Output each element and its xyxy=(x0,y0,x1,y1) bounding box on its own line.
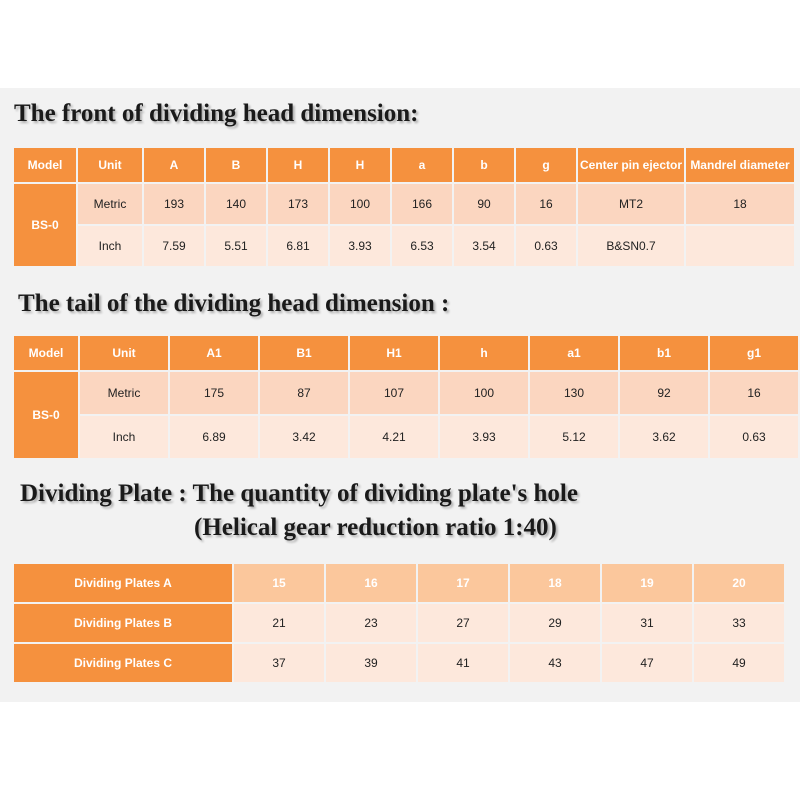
mandrel-cell: 18 xyxy=(686,184,794,224)
plate-value-cell: 39 xyxy=(326,644,416,682)
unit-cell: Inch xyxy=(78,226,142,266)
value-cell: 6.81 xyxy=(268,226,328,266)
value-cell: 4.21 xyxy=(350,416,438,458)
plate-value-cell: 18 xyxy=(510,564,600,602)
value-cell: 6.53 xyxy=(392,226,452,266)
plate-value-cell: 41 xyxy=(418,644,508,682)
plate-value-cell: 37 xyxy=(234,644,324,682)
unit-cell: Metric xyxy=(78,184,142,224)
model-cell: BS-0 xyxy=(14,372,78,458)
plate-value-cell: 15 xyxy=(234,564,324,602)
plate-value-cell: 47 xyxy=(602,644,692,682)
header-cell: Unit xyxy=(78,148,142,182)
table-row xyxy=(14,564,784,602)
dividing-plate-table xyxy=(12,562,786,684)
value-cell: 3.93 xyxy=(330,226,390,266)
value-cell: 173 xyxy=(268,184,328,224)
value-cell: 107 xyxy=(350,372,438,414)
value-cell: 87 xyxy=(260,372,348,414)
header-cell: H1 xyxy=(350,336,438,370)
plate-value-cell: 23 xyxy=(326,604,416,642)
value-cell: 3.62 xyxy=(620,416,708,458)
plate-label-cell: Dividing Plates B xyxy=(14,604,232,642)
table-row xyxy=(14,184,794,224)
table-row xyxy=(14,372,798,414)
value-cell: 5.51 xyxy=(206,226,266,266)
table-row xyxy=(14,226,794,266)
front-header-row xyxy=(14,148,794,182)
plate-value-cell: 29 xyxy=(510,604,600,642)
value-cell: 90 xyxy=(454,184,514,224)
value-cell: 92 xyxy=(620,372,708,414)
plate-value-cell: 21 xyxy=(234,604,324,642)
plate-value-cell: 19 xyxy=(602,564,692,602)
plate-label-cell: Dividing Plates A xyxy=(14,564,232,602)
header-cell: B xyxy=(206,148,266,182)
plate-value-cell: 33 xyxy=(694,604,784,642)
value-cell: 0.63 xyxy=(516,226,576,266)
value-cell: 0.63 xyxy=(710,416,798,458)
table-row xyxy=(14,604,784,642)
value-cell: 7.59 xyxy=(144,226,204,266)
header-cell: a1 xyxy=(530,336,618,370)
front-dimension-table xyxy=(12,146,796,268)
plate-value-cell: 20 xyxy=(694,564,784,602)
value-cell: 175 xyxy=(170,372,258,414)
plate-value-cell: 17 xyxy=(418,564,508,602)
center-pin-cell: B&SN0.7 xyxy=(578,226,684,266)
center-pin-cell: MT2 xyxy=(578,184,684,224)
header-cell: Mandrel diameter xyxy=(686,148,794,182)
value-cell: 130 xyxy=(530,372,618,414)
dividing-plate-title: Dividing Plate : The quantity of dividing plate's hole xyxy=(20,480,578,507)
plate-value-cell: 49 xyxy=(694,644,784,682)
value-cell: 3.54 xyxy=(454,226,514,266)
tail-header-row xyxy=(14,336,798,370)
front-dimension-title: The front of dividing head dimension: xyxy=(14,100,419,127)
value-cell: 193 xyxy=(144,184,204,224)
model-cell: BS-0 xyxy=(14,184,76,266)
plate-value-cell: 27 xyxy=(418,604,508,642)
tail-dimension-table xyxy=(12,334,800,460)
header-cell: b1 xyxy=(620,336,708,370)
value-cell: 166 xyxy=(392,184,452,224)
unit-cell: Inch xyxy=(80,416,168,458)
header-cell: g1 xyxy=(710,336,798,370)
table-row xyxy=(14,644,784,682)
value-cell: 100 xyxy=(330,184,390,224)
header-cell: H xyxy=(330,148,390,182)
value-cell: 5.12 xyxy=(530,416,618,458)
value-cell: 140 xyxy=(206,184,266,224)
tail-dimension-title: The tail of the dividing head dimension : xyxy=(18,290,450,317)
value-cell: 100 xyxy=(440,372,528,414)
header-cell: g xyxy=(516,148,576,182)
plate-value-cell: 16 xyxy=(326,564,416,602)
table-row xyxy=(14,416,798,458)
value-cell: 3.93 xyxy=(440,416,528,458)
header-cell: B1 xyxy=(260,336,348,370)
value-cell: 3.42 xyxy=(260,416,348,458)
header-cell: Center pin ejector xyxy=(578,148,684,182)
plate-label-cell: Dividing Plates C xyxy=(14,644,232,682)
header-cell: Model xyxy=(14,148,76,182)
mandrel-cell xyxy=(686,226,794,266)
plate-value-cell: 43 xyxy=(510,644,600,682)
plate-value-cell: 31 xyxy=(602,604,692,642)
unit-cell: Metric xyxy=(80,372,168,414)
header-cell: Unit xyxy=(80,336,168,370)
value-cell: 6.89 xyxy=(170,416,258,458)
dividing-plate-subtitle: (Helical gear reduction ratio 1:40) xyxy=(194,514,557,541)
header-cell: a xyxy=(392,148,452,182)
header-cell: Model xyxy=(14,336,78,370)
header-cell: A xyxy=(144,148,204,182)
value-cell: 16 xyxy=(516,184,576,224)
value-cell: 16 xyxy=(710,372,798,414)
header-cell: h xyxy=(440,336,528,370)
header-cell: A1 xyxy=(170,336,258,370)
header-cell: b xyxy=(454,148,514,182)
header-cell: H xyxy=(268,148,328,182)
